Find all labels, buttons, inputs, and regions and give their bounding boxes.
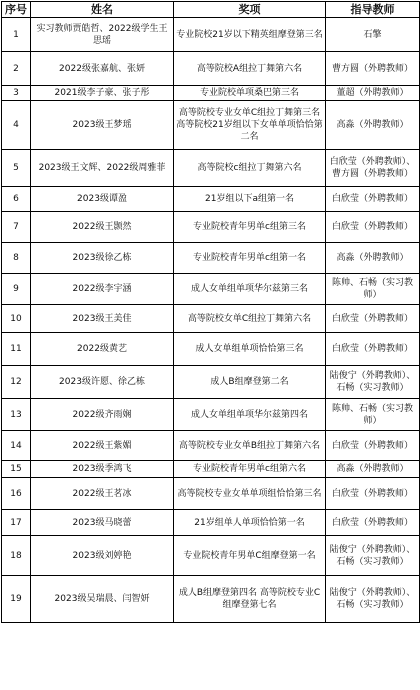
cell-name: 2022级王紫媚 (31, 431, 174, 461)
cell-teacher: 白欣莹（外聘教师） (326, 431, 420, 461)
cell-name: 2022级王茗冰 (31, 478, 174, 510)
cell-name: 2023级吴瑞晨、闫智妍 (31, 576, 174, 623)
cell-teacher: 高淼（外聘教师） (326, 243, 420, 274)
cell-award: 高等院校c组拉丁舞第六名 (174, 150, 326, 187)
header-name: 姓名 (31, 2, 174, 18)
cell-no: 19 (2, 576, 31, 623)
table-row (2, 101, 420, 150)
cell-award: 高等院校专业女单B组拉丁舞第六名 (174, 431, 326, 461)
cell-teacher: 白欣莹（外聘教师） (326, 333, 420, 366)
cell-name: 2023级王梦瑶 (31, 101, 174, 150)
cell-name: 2023级马晓蕾 (31, 510, 174, 536)
table-row (2, 243, 420, 274)
cell-no: 8 (2, 243, 31, 274)
cell-teacher: 白欣莹（外聘教师） (326, 305, 420, 333)
cell-no: 16 (2, 478, 31, 510)
cell-teacher: 高淼（外聘教师） (326, 461, 420, 478)
cell-name: 2023级王美佳 (31, 305, 174, 333)
cell-teacher: 陈帅、石畅（实习教师） (326, 399, 420, 431)
cell-name: 2023级许愿、徐乙栋 (31, 366, 174, 399)
table-row (2, 52, 420, 86)
cell-award: 成人B组摩登第四名 高等院校专业C组摩登第七名 (174, 576, 326, 623)
table-row (2, 461, 420, 478)
table-row (2, 86, 420, 101)
cell-award: 高等院校A组拉丁舞第六名 (174, 52, 326, 86)
table-row (2, 187, 420, 212)
cell-award: 高等院校女单C组拉丁舞第六名 (174, 305, 326, 333)
table-row (2, 478, 420, 510)
cell-teacher: 陆俊宁（外聘教师）、石畅（实习教师） (326, 536, 420, 576)
cell-name: 2022级王颢然 (31, 212, 174, 243)
table-row (2, 536, 420, 576)
cell-name: 实习教师贾皓哲、2022级学生王思瑶 (31, 18, 174, 52)
cell-no: 7 (2, 212, 31, 243)
table-row (2, 333, 420, 366)
cell-no: 18 (2, 536, 31, 576)
table-row (2, 305, 420, 333)
cell-teacher: 陆俊宁（外聘教师）、石畅（实习教师） (326, 576, 420, 623)
cell-name: 2022级齐雨娴 (31, 399, 174, 431)
cell-award: 成人女单组单项华尔兹第四名 (174, 399, 326, 431)
table-row (2, 150, 420, 187)
cell-teacher: 曹方圆（外聘教师） (326, 52, 420, 86)
table-row (2, 366, 420, 399)
cell-award: 专业院校青年男单c组第一名 (174, 243, 326, 274)
cell-teacher: 白欣莹（外聘教师） (326, 478, 420, 510)
cell-award: 专业院校青年男单C组摩登第一名 (174, 536, 326, 576)
cell-no: 13 (2, 399, 31, 431)
cell-no: 6 (2, 187, 31, 212)
cell-no: 14 (2, 431, 31, 461)
cell-name: 2023级王文辉、2022级周雅菲 (31, 150, 174, 187)
cell-no: 3 (2, 86, 31, 101)
cell-name: 2023级刘婷艳 (31, 536, 174, 576)
cell-teacher: 白欣莹（外聘教师）、曹方圆（外聘教师） (326, 150, 420, 187)
table-row (2, 274, 420, 305)
cell-name: 2022级张嘉航、张妍 (31, 52, 174, 86)
cell-award: 21岁组单人单项恰恰第一名 (174, 510, 326, 536)
cell-name: 2023级季鸿飞 (31, 461, 174, 478)
cell-award: 成人女单组单项华尔兹第三名 (174, 274, 326, 305)
awards-table (1, 1, 420, 623)
cell-no: 11 (2, 333, 31, 366)
cell-teacher: 陆俊宁（外聘教师）、石畅（实习教师） (326, 366, 420, 399)
cell-award: 专业院校青年男单c组第六名 (174, 461, 326, 478)
cell-award: 21岁组以下a组第一名 (174, 187, 326, 212)
table-row (2, 212, 420, 243)
table-row (2, 399, 420, 431)
cell-award: 专业院校单项桑巴第三名 (174, 86, 326, 101)
header-no: 序号 (2, 2, 31, 18)
cell-teacher: 白欣莹（外聘教师） (326, 187, 420, 212)
cell-no: 2 (2, 52, 31, 86)
cell-no: 15 (2, 461, 31, 478)
cell-teacher: 石擎 (326, 18, 420, 52)
cell-no: 1 (2, 18, 31, 52)
header-row (2, 2, 420, 18)
cell-no: 17 (2, 510, 31, 536)
cell-award: 成人B组摩登第二名 (174, 366, 326, 399)
cell-award: 高等院校专业女单单项组恰恰第三名 (174, 478, 326, 510)
header-award: 奖项 (174, 2, 326, 18)
cell-teacher: 董超（外聘教师） (326, 86, 420, 101)
cell-no: 5 (2, 150, 31, 187)
table-row (2, 510, 420, 536)
cell-teacher: 白欣莹（外聘教师） (326, 510, 420, 536)
cell-no: 10 (2, 305, 31, 333)
cell-teacher: 高淼（外聘教师） (326, 101, 420, 150)
cell-name: 2023级徐乙栋 (31, 243, 174, 274)
cell-name: 2023级谭盈 (31, 187, 174, 212)
cell-name: 2021级李子豪、张子彤 (31, 86, 174, 101)
table-row (2, 576, 420, 623)
table-row (2, 18, 420, 52)
table-row (2, 431, 420, 461)
cell-name: 2022级黄艺 (31, 333, 174, 366)
cell-award: 高等院校专业女单C组拉丁舞第三名 高等院校21岁组以下女单单项恰恰第二名 (174, 101, 326, 150)
table-body (2, 18, 420, 623)
cell-teacher: 白欣莹（外聘教师） (326, 212, 420, 243)
header-teacher: 指导教师 (326, 2, 420, 18)
cell-name: 2022级李宇涵 (31, 274, 174, 305)
cell-award: 成人女单组单项恰恰第三名 (174, 333, 326, 366)
cell-no: 4 (2, 101, 31, 150)
cell-no: 12 (2, 366, 31, 399)
cell-no: 9 (2, 274, 31, 305)
cell-teacher: 陈帅、石畅（实习教师） (326, 274, 420, 305)
cell-award: 专业院校21岁以下精英组摩登第三名 (174, 18, 326, 52)
cell-award: 专业院校青年男单c组第三名 (174, 212, 326, 243)
